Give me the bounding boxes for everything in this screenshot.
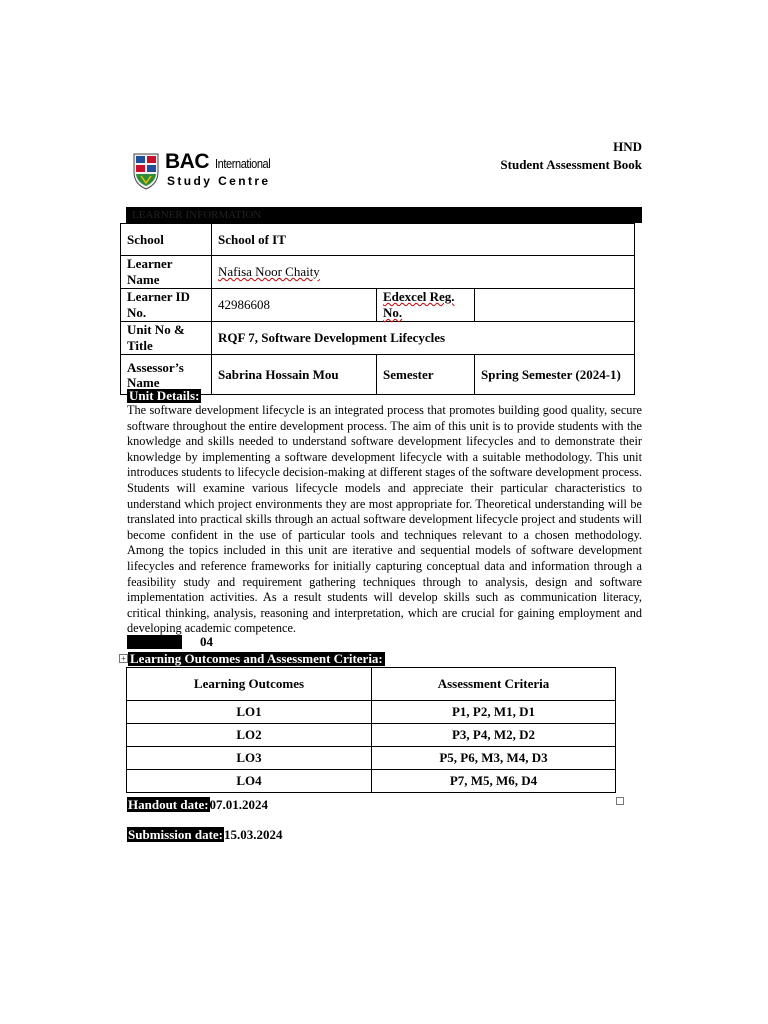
col-learning-outcomes: Learning Outcomes	[127, 668, 372, 701]
col-assessment-criteria: Assessment Criteria	[372, 668, 616, 701]
table-resize-handle-icon[interactable]	[616, 797, 624, 805]
unit-details-body: The software development lifecycle is an integrated process that promotes building good quality, secure software throughout the entire development process. The aim of this unit is to provide students with the knowledge and skills needed to understand software development lifecycles and to demonstrate their knowledge by implementing a software development lifecycle with a suitable methodology. This unit introduces students to lifecycle decision-making at different stages of the software development process. Students will examine various lifecycle models and appreciate their particular characteristics to understand which project environments they are most appropriate for. Theoretical understanding will be translated into practical skills through an actual software development lifecycle project and students will become confident in the use of particular tools and techniques relevant to a chosen methodology. Among the topics included in this unit are iterative and sequential models of software development lifecycles and reference frameworks for initially capturing conceptual data and information through a feasibility study and requirement gathering techniques through to analysis, design and software implementation activities. As a result students will develop skills such as communication literacy, critical thinking, analysis, reasoning and interpretation, which are crucial for gaining employment and developing academic competence.	[127, 403, 642, 636]
learning-outcomes-heading: Learning Outcomes and Assessment Criteria:	[130, 651, 383, 666]
submission-date-value: 15.03.2024	[224, 827, 283, 842]
handout-date	[127, 797, 268, 813]
book-title: Student Assessment Book	[500, 157, 642, 172]
table-row	[121, 322, 635, 355]
bac-shield-icon	[133, 152, 159, 190]
table-row	[127, 747, 616, 770]
learner-info-table	[120, 223, 635, 395]
table-row	[127, 770, 616, 793]
table-row	[121, 289, 635, 322]
criteria-cell: P7, M5, M6, D4	[372, 770, 616, 793]
learner-id-value: 42986608	[212, 289, 377, 322]
lo-cell: LO1	[127, 701, 372, 724]
table-row	[121, 224, 635, 256]
criteria-cell: P3, P4, M2, D2	[372, 724, 616, 747]
learner-id-label: Learner ID No.	[121, 289, 212, 322]
credit-value: 04	[200, 634, 213, 649]
assessor-label: Assessor’s Name	[121, 355, 212, 395]
learner-name-label: Learner Name	[121, 256, 212, 289]
submission-date	[127, 827, 283, 843]
school-value: School of IT	[212, 224, 635, 256]
table-row	[127, 701, 616, 724]
logo-text-international: International	[215, 156, 271, 171]
logo-text-bac: BAC	[165, 150, 209, 173]
table-row	[127, 724, 616, 747]
logo-text-study-centre: Study Centre	[167, 174, 271, 188]
credit-label-redacted	[127, 635, 182, 649]
program-label: HND	[613, 139, 642, 154]
criteria-cell: P5, P6, M3, M4, D3	[372, 747, 616, 770]
lo-cell: LO3	[127, 747, 372, 770]
lo-cell: LO2	[127, 724, 372, 747]
learner-name-value: Nafisa Noor Chaity	[218, 264, 320, 279]
assessor-value: Sabrina Hossain Mou	[218, 366, 339, 382]
edexcel-reg-value	[475, 289, 635, 322]
school-label: School	[121, 224, 212, 256]
unit-label: Unit No & Title	[121, 322, 212, 355]
semester-value: Spring Semester (2024-1)	[475, 355, 635, 395]
handout-date-value: 07.01.2024	[209, 797, 269, 812]
table-move-handle-icon[interactable]: +	[119, 654, 128, 663]
edexcel-reg-label: Edexcel Reg. No.	[377, 289, 475, 322]
table-row	[121, 256, 635, 289]
criteria-cell: P1, P2, M1, D1	[372, 701, 616, 724]
unit-value: RQF 7, Software Development Lifecycles	[212, 322, 635, 355]
unit-details-heading: Unit Details:	[129, 388, 200, 403]
table-header-row	[127, 668, 616, 701]
semester-label: Semester	[377, 355, 475, 395]
handout-date-label: Handout date:	[128, 797, 209, 812]
lo-cell: LO4	[127, 770, 372, 793]
learner-info-title: LEARNER INFORMATION	[126, 207, 642, 223]
learning-outcomes-table	[126, 667, 616, 793]
submission-date-label: Submission date:	[128, 827, 223, 842]
bac-logo	[133, 150, 273, 194]
